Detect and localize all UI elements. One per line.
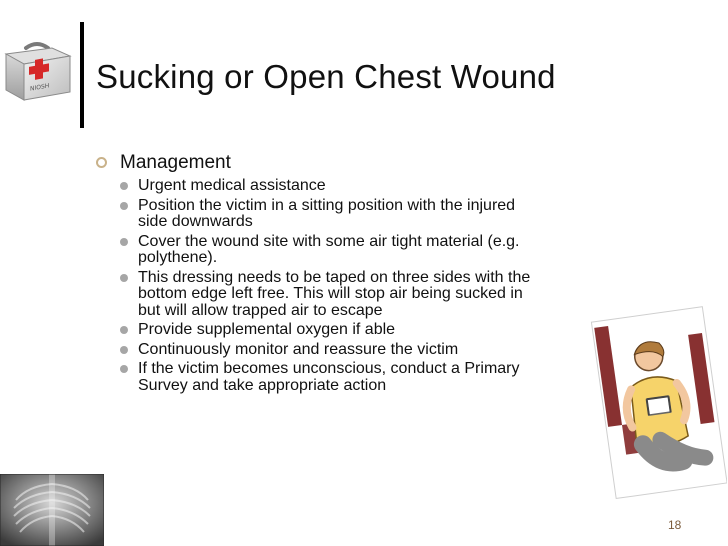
kit-label: NIOSH	[30, 82, 50, 93]
bullet-text: If the victim becomes unconscious, conduct a Primary Survey and take appropriate action	[138, 360, 520, 394]
bullet-dot	[120, 326, 128, 334]
level1-label: Management	[120, 152, 231, 173]
page-number: 18	[668, 518, 682, 532]
bullet-text: Cover the wound site with some air tight material (e.g. polythene).	[138, 232, 520, 266]
bullet-item	[120, 198, 568, 231]
bullet-item	[120, 361, 568, 394]
title-divider	[80, 22, 84, 128]
bullet-text: Continuously monitor and reassure the victim	[138, 340, 459, 358]
bullet-dot	[120, 365, 128, 373]
bullet-text: Urgent medical assistance	[138, 177, 326, 194]
bullet-list	[120, 178, 568, 394]
slide-content	[96, 152, 568, 397]
level1-item	[96, 152, 568, 174]
bullet-text: Position the victim in a sitting position with the injured side downwards	[138, 196, 516, 230]
first-aid-kit-icon	[0, 38, 74, 106]
bullet-dot	[120, 238, 128, 246]
bullet-text: Provide supplemental oxygen if able	[138, 321, 396, 338]
bullet-dot	[120, 274, 128, 282]
chest-xray-image	[0, 474, 104, 546]
bullet-item	[120, 270, 568, 320]
bullet-dot	[120, 346, 128, 354]
bullet-text: This dressing needs to be taped on three sides with the bottom edge left free. This will stop air being sucked in but will allow trapped air to escape	[138, 268, 531, 319]
chest-wound-victim-illustration	[585, 300, 727, 502]
bullet-item	[120, 322, 568, 339]
level1-bullet	[96, 157, 107, 168]
slide-title: Sucking or Open Chest Wound	[96, 58, 556, 95]
bullet-item	[120, 234, 568, 267]
bullet-item	[120, 178, 568, 195]
bullet-item	[120, 342, 568, 359]
bullet-dot	[120, 182, 128, 190]
bullet-dot	[120, 202, 128, 210]
